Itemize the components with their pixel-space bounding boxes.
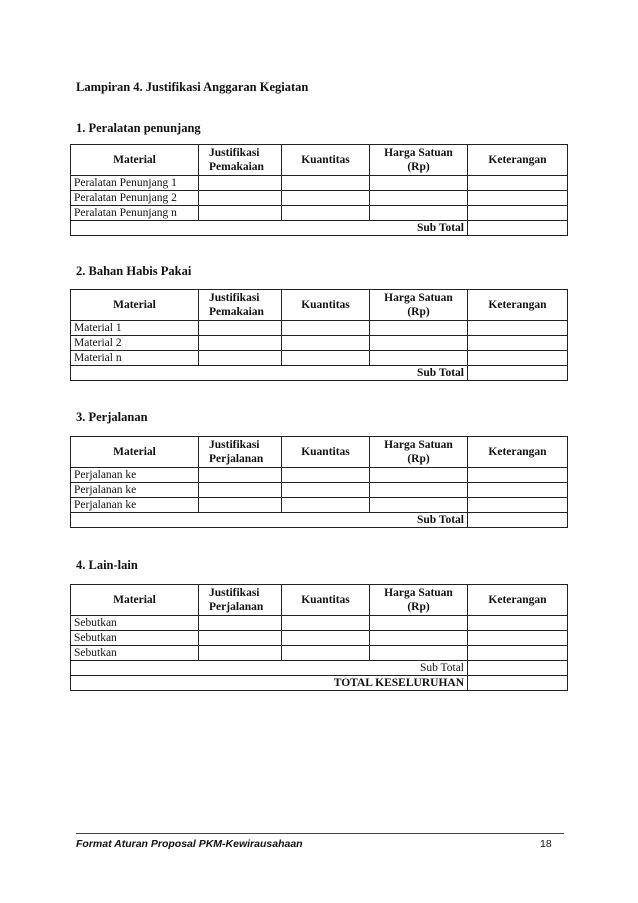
cell-keterangan [468,191,568,206]
header-material: Material [71,437,199,468]
subtotal-value [468,366,568,381]
cell-kuantitas [282,483,370,498]
subtotal-value [468,221,568,236]
header-harga-unit: (Rp) [407,453,430,465]
cell-justifikasi [199,321,282,336]
header-keterangan: Keterangan [468,585,568,616]
header-harga [370,437,468,468]
header-harga [370,585,468,616]
header-justifikasi-sub: Pemakaian [209,306,264,318]
table-header-row [71,437,568,468]
header-justifikasi [199,290,282,321]
footer-title: Format Aturan Proposal PKM-Kewirausahaan [76,838,303,850]
cell-harga [370,468,468,483]
page-number: 18 [540,838,552,850]
header-keterangan: Keterangan [468,145,568,176]
cell-harga [370,191,468,206]
header-kuantitas: Kuantitas [282,290,370,321]
row-label: Perjalanan ke [71,483,199,498]
section-heading-2: 2. Bahan Habis Pakai [76,264,192,278]
row-label: Sebutkan [71,631,199,646]
section-heading-4: 4. Lain-lain [76,558,138,572]
cell-harga [370,498,468,513]
cell-justifikasi [199,176,282,191]
row-label: Peralatan Penunjang 2 [71,191,199,206]
header-kuantitas: Kuantitas [282,145,370,176]
total-row [71,676,568,691]
budget-table-1 [70,144,568,236]
table-header-row [71,145,568,176]
cell-harga [370,351,468,366]
row-label: Perjalanan ke [71,468,199,483]
subtotal-row [71,661,568,676]
cell-harga [370,631,468,646]
table-row [71,468,568,483]
table-row [71,191,568,206]
page-title: Lampiran 4. Justifikasi Anggaran Kegiatan [76,80,309,94]
row-label: Material n [71,351,199,366]
table-row [71,631,568,646]
cell-harga [370,336,468,351]
cell-keterangan [468,176,568,191]
subtotal-label: Sub Total [71,661,468,676]
subtotal-row [71,221,568,236]
header-justifikasi-label: Justifikasi [209,439,260,451]
header-justifikasi-label: Justifikasi [209,147,260,159]
table-header-row [71,290,568,321]
header-harga-label: Harga Satuan [384,292,453,304]
header-material: Material [71,145,199,176]
cell-justifikasi [199,483,282,498]
cell-justifikasi [199,336,282,351]
cell-keterangan [468,616,568,631]
cell-keterangan [468,336,568,351]
cell-harga [370,321,468,336]
subtotal-label: Sub Total [71,221,468,236]
header-justifikasi-label: Justifikasi [209,292,260,304]
header-harga-unit: (Rp) [407,601,430,613]
footer-divider [76,833,564,834]
cell-harga [370,176,468,191]
header-keterangan: Keterangan [468,290,568,321]
cell-kuantitas [282,206,370,221]
total-value [468,676,568,691]
cell-kuantitas [282,336,370,351]
header-justifikasi [199,145,282,176]
cell-keterangan [468,321,568,336]
cell-justifikasi [199,206,282,221]
cell-keterangan [468,646,568,661]
cell-kuantitas [282,176,370,191]
header-harga [370,290,468,321]
table-row [71,646,568,661]
header-material: Material [71,290,199,321]
subtotal-label: Sub Total [71,366,468,381]
subtotal-value [468,661,568,676]
header-justifikasi [199,585,282,616]
cell-harga [370,646,468,661]
cell-keterangan [468,631,568,646]
table-row [71,206,568,221]
header-harga [370,145,468,176]
cell-keterangan [468,351,568,366]
cell-justifikasi [199,468,282,483]
header-keterangan: Keterangan [468,437,568,468]
cell-justifikasi [199,646,282,661]
table-row [71,483,568,498]
row-label: Sebutkan [71,646,199,661]
row-label: Material 1 [71,321,199,336]
header-justifikasi-sub: Perjalanan [209,453,264,465]
cell-keterangan [468,468,568,483]
cell-justifikasi [199,616,282,631]
header-harga-label: Harga Satuan [384,147,453,159]
header-harga-unit: (Rp) [407,161,430,173]
table-row [71,176,568,191]
budget-table-4 [70,584,568,691]
cell-keterangan [468,206,568,221]
cell-kuantitas [282,351,370,366]
row-label: Material 2 [71,336,199,351]
section-heading-1: 1. Peralatan penunjang [76,121,201,135]
cell-justifikasi [199,351,282,366]
cell-keterangan [468,483,568,498]
table-row [71,616,568,631]
table-header-row [71,585,568,616]
header-kuantitas: Kuantitas [282,585,370,616]
header-harga-label: Harga Satuan [384,439,453,451]
subtotal-row [71,366,568,381]
header-justifikasi-label: Justifikasi [209,587,260,599]
section-heading-3: 3. Perjalanan [76,410,148,424]
cell-kuantitas [282,191,370,206]
budget-table-2 [70,289,568,381]
subtotal-row [71,513,568,528]
cell-keterangan [468,498,568,513]
cell-justifikasi [199,191,282,206]
subtotal-value [468,513,568,528]
header-justifikasi [199,437,282,468]
cell-harga [370,483,468,498]
total-label: TOTAL KESELURUHAN [71,676,468,691]
header-justifikasi-sub: Pemakaian [209,161,264,173]
table-row [71,351,568,366]
table-row [71,336,568,351]
header-harga-label: Harga Satuan [384,587,453,599]
budget-table-3 [70,436,568,528]
cell-kuantitas [282,646,370,661]
cell-kuantitas [282,616,370,631]
header-harga-unit: (Rp) [407,306,430,318]
header-justifikasi-sub: Perjalanan [209,601,264,613]
cell-harga [370,616,468,631]
table-row [71,498,568,513]
cell-kuantitas [282,631,370,646]
table-row [71,321,568,336]
row-label: Perjalanan ke [71,498,199,513]
header-kuantitas: Kuantitas [282,437,370,468]
row-label: Peralatan Penunjang 1 [71,176,199,191]
cell-kuantitas [282,468,370,483]
subtotal-label: Sub Total [71,513,468,528]
cell-kuantitas [282,321,370,336]
header-material: Material [71,585,199,616]
cell-justifikasi [199,498,282,513]
cell-harga [370,206,468,221]
row-label: Sebutkan [71,616,199,631]
cell-kuantitas [282,498,370,513]
cell-justifikasi [199,631,282,646]
row-label: Peralatan Penunjang n [71,206,199,221]
